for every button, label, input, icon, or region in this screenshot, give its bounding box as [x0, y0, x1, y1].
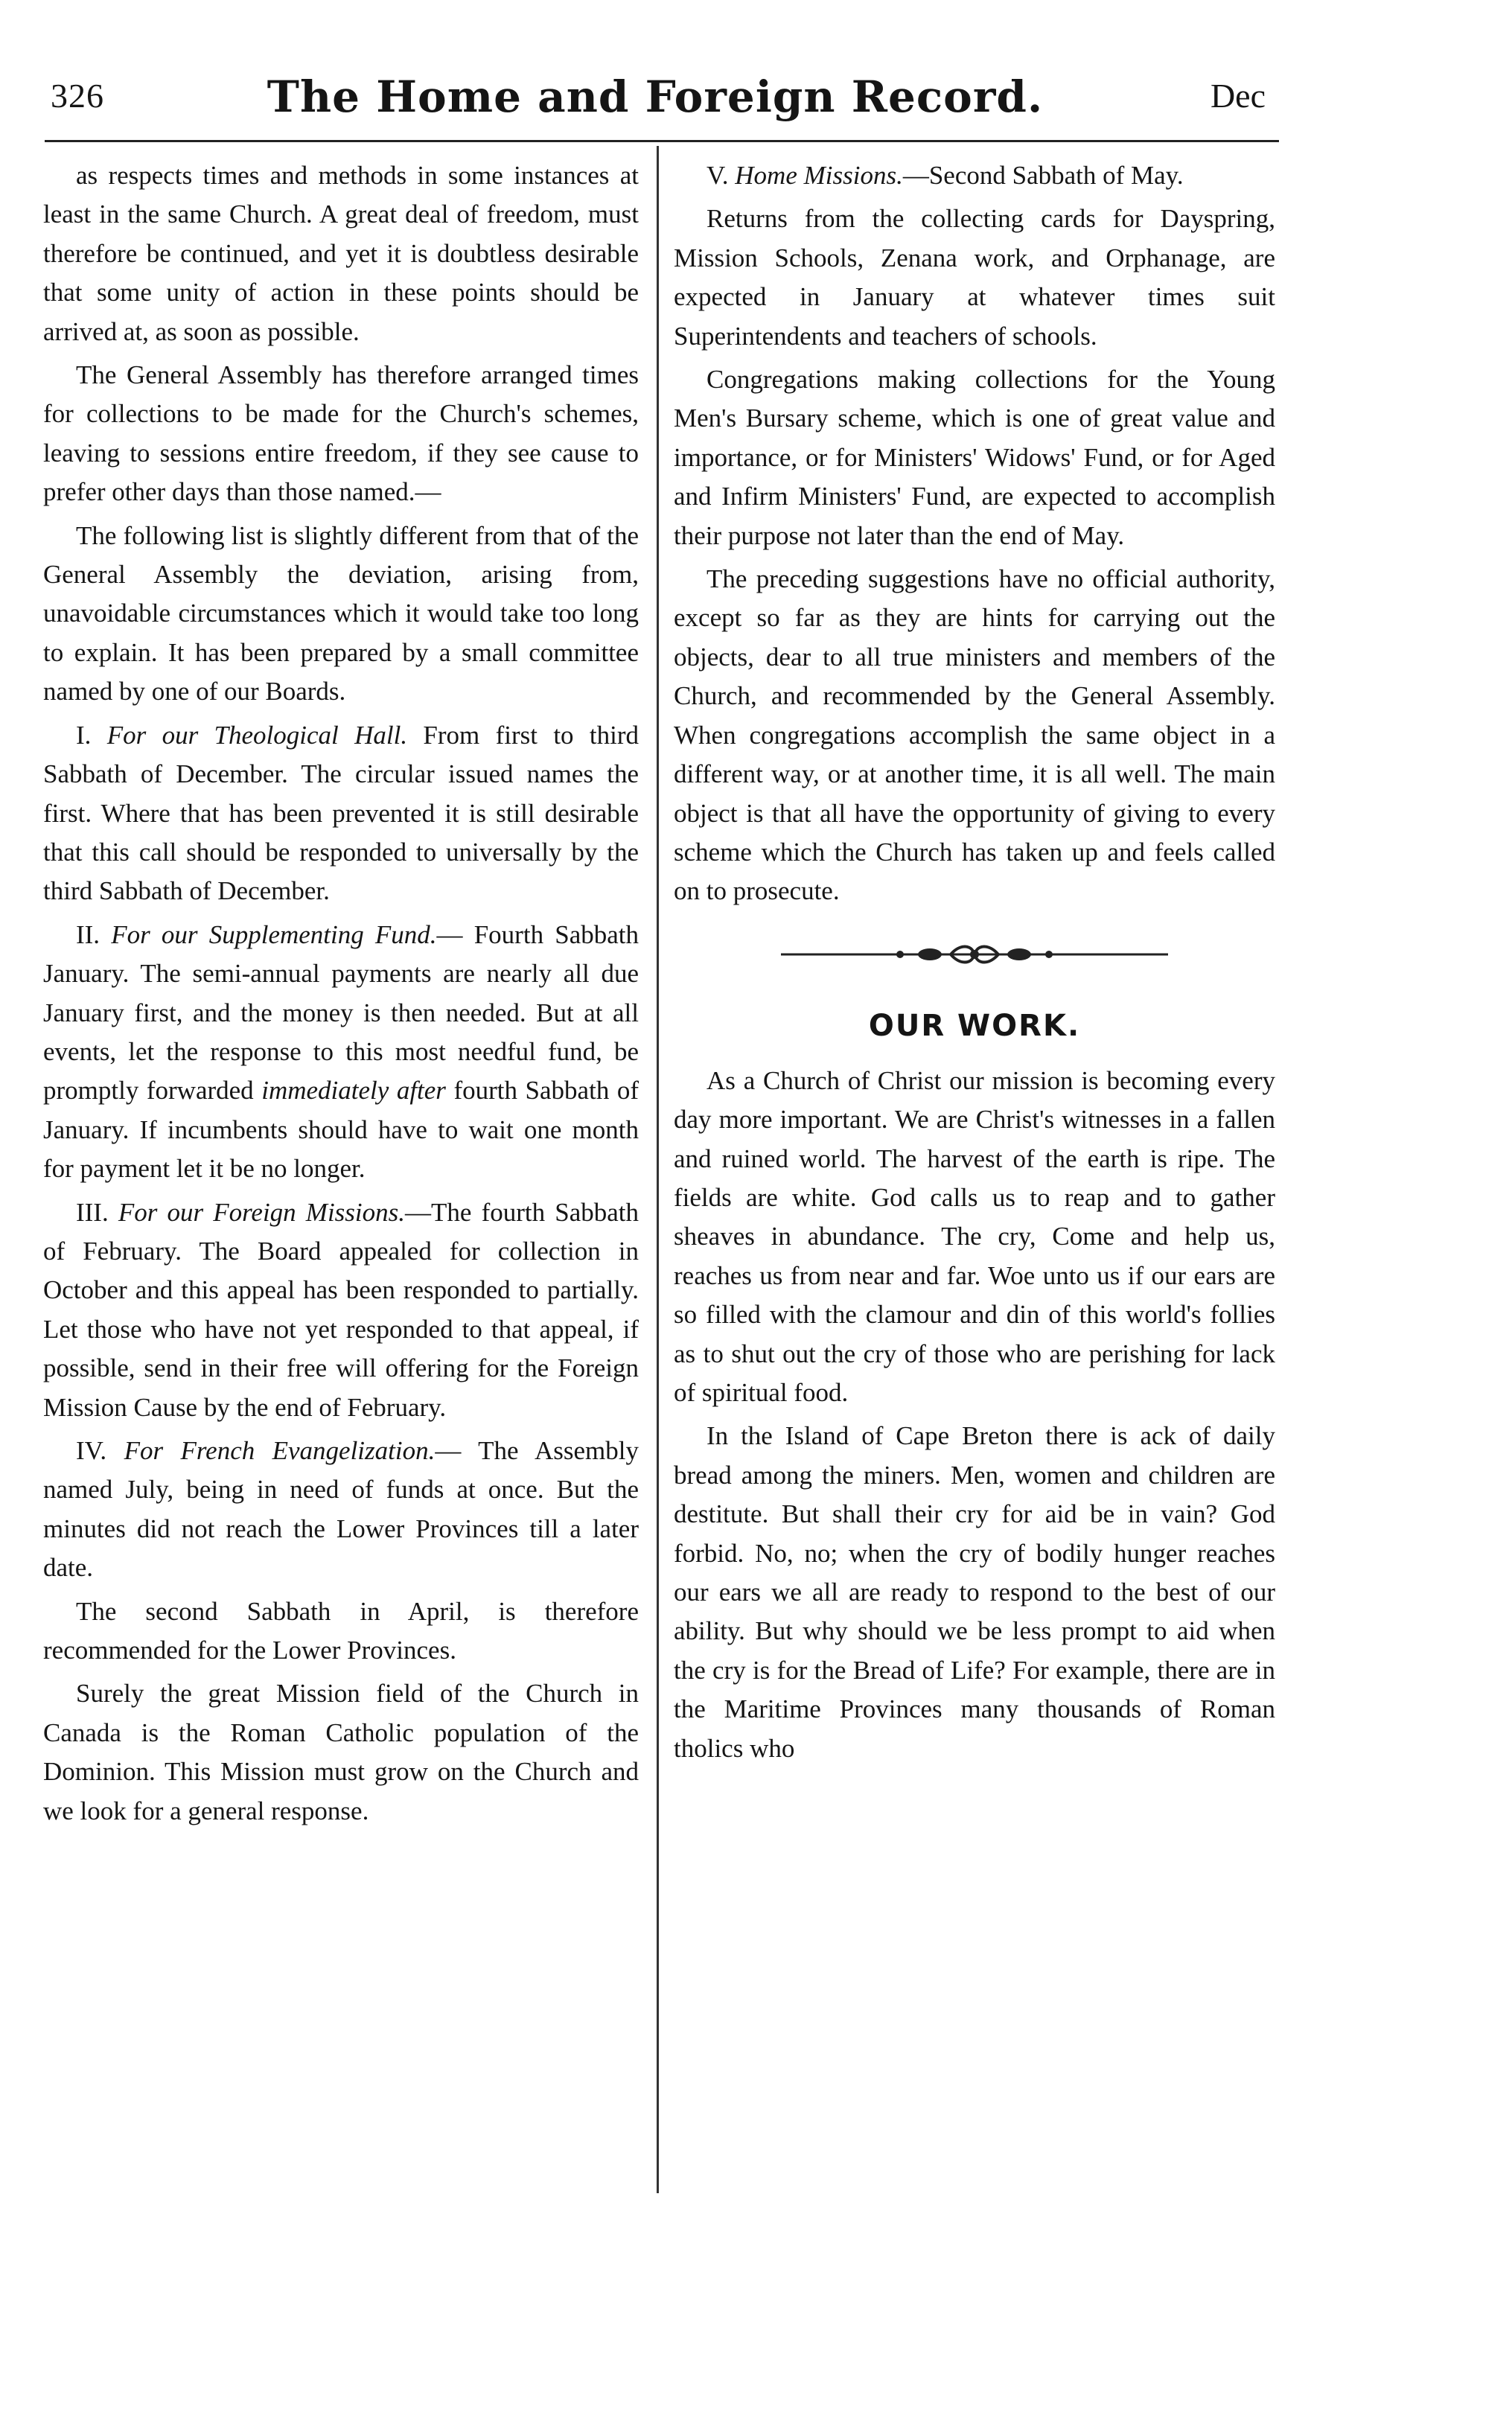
column-divider [657, 146, 659, 2193]
text-run: III. [76, 1197, 118, 1227]
paragraph [43, 356, 639, 512]
text-run: Surely the great Mission field of the Church in Canada is the Roman Catholic population of the Dominion. This Mission must grow on the Church and we look for a general response. [43, 1679, 639, 1825]
text-run: —Second Sabbath of May. [902, 161, 1184, 190]
numbered-paragraph [674, 156, 1275, 195]
text-run: I. [76, 720, 107, 750]
text-run: fourth Sabbath of January. If incumbents should have to wait one month for payment let it be no longer. [43, 1076, 639, 1184]
section-heading: OUR WORK. [868, 1008, 1081, 1043]
italic-text: immediately after [261, 1076, 446, 1106]
italic-text: For our Theological Hall. [106, 720, 408, 750]
right-column-top [674, 156, 1275, 911]
paragraph [674, 200, 1275, 356]
paragraph [43, 156, 639, 351]
text-run: V. [706, 161, 736, 190]
italic-text: For French Evangelization. [124, 1436, 436, 1465]
italic-text: For our Foreign Missions. [118, 1197, 406, 1227]
text-run: The preceding suggestions have no official authority, except so far as they are hints for carrying out the objects, dear to all true ministers and members of the Church, and recommended by the General Assembly. When congregations accomplish the same object in a different way, or at another time, it is all well. The main object is that all have the opportunity of giving to every scheme which the Church has taken up and feels called on to prosecute. [674, 564, 1275, 906]
paragraph [674, 560, 1275, 911]
text-run: Returns from the collecting cards for Dayspring, Mission Schools, Zenana work, and Orphanage, are expected in January at whatever times suit Superintendents and teachers of schools. [674, 204, 1275, 351]
paragraph [43, 1592, 639, 1671]
right-column [674, 156, 1275, 1768]
text-run: — Fourth Sabbath January. The semi-annual payments are nearly all due January first, and the money is then needed. But at all events, let the response to this most needful fund, be promptly forwarded [43, 919, 639, 1106]
numbered-paragraph [43, 1432, 639, 1588]
text-run: From first to third Sabbath of December. The circular issued names the first. Where that has been prevented it is still desirable that this call should be responded to universally by the third Sabbath of December. [43, 720, 639, 906]
text-run: as respects times and methods in some instances at least in the same Church. A great deal of freedom, must therefore be continued, and yet it is doubtless desirable that some unity of action in these points should be arrived at, as soon as possible. [43, 161, 639, 346]
ornament-divider [781, 944, 1168, 965]
paragraph [674, 1062, 1275, 1413]
right-column-bottom [674, 1062, 1275, 1768]
text-run: In the Island of Cape Breton there is ack of daily bread among the miners. Men, women and children are destitute. But shall their cry for aid be in vain? God forbid. No, no; when the cry of bodily hunger reaches our ears we all are ready to respond to the best of our ability. But why should we be less prompt to aid when the cry is for the Bread of Life? For example, there are in the Maritime Provinces many thousands of Roman tholics who [674, 1421, 1275, 1763]
flourish-icon [781, 944, 1168, 965]
text-run: The General Assembly has therefore arranged times for collections to be made for the Church's schemes, leaving to sessions entire freedom, if they see cause to prefer other days than those named.— [43, 360, 639, 507]
paragraph [674, 360, 1275, 555]
text-run: Congregations making collections for the Young Men's Bursary scheme, which is one of great value and importance, or for Ministers' Widows' Fund, or for Aged and Infirm Ministers' Fund, are expected to accomplish their purpose not later than the end of May. [674, 365, 1275, 550]
running-month: Dec [1210, 77, 1266, 115]
paragraph [43, 517, 639, 712]
text-run: The following list is slightly different from that of the General Assembly the deviation, arising from, unavoidable circumstances which it would take too long to explain. It has been prepared by a small committee named by one of our Boards. [43, 520, 639, 706]
journal-title: The Home and Foreign Record. [267, 71, 1044, 122]
text-run: — The Assembly named July, being in need of funds at once. But the minutes did not reach the Lower Provinces till a later date. [43, 1436, 639, 1583]
paragraph [674, 1417, 1275, 1768]
page-header [45, 71, 1266, 131]
italic-text: For our Supplementing Fund. [111, 919, 437, 949]
left-column [43, 156, 639, 1831]
text-run: As a Church of Christ our mission is becoming every day more important. We are Christ's witnesses in a fallen and ruined world. The harvest of the earth is ripe. The fields are white. God calls us to reap and to gather sheaves in abundance. The cry, Come and help us, reaches us from near and far. Woe unto us if our ears are so filled with the clamour and din of this world's follies as to shut out the cry of those who are perishing for lack of spiritual food. [674, 1065, 1275, 1407]
numbered-paragraph [43, 916, 639, 1189]
italic-text: Home Missions. [735, 161, 903, 190]
header-rule [45, 140, 1279, 142]
numbered-paragraph [43, 1193, 639, 1427]
text-run: —The fourth Sabbath of February. The Board appealed for collection in October and this appeal has been responded to partially. Let those who have not yet responded to that appeal, if possible, send in their free will offering for the Foreign Mission Cause by the end of February. [43, 1197, 639, 1422]
text-run: The second Sabbath in April, is therefore recommended for the Lower Provinces. [43, 1596, 639, 1665]
text-run: II. [76, 919, 112, 949]
text-run: IV. [76, 1436, 124, 1465]
paragraph [43, 1674, 639, 1831]
page-number: 326 [51, 77, 104, 115]
numbered-paragraph [43, 716, 639, 911]
